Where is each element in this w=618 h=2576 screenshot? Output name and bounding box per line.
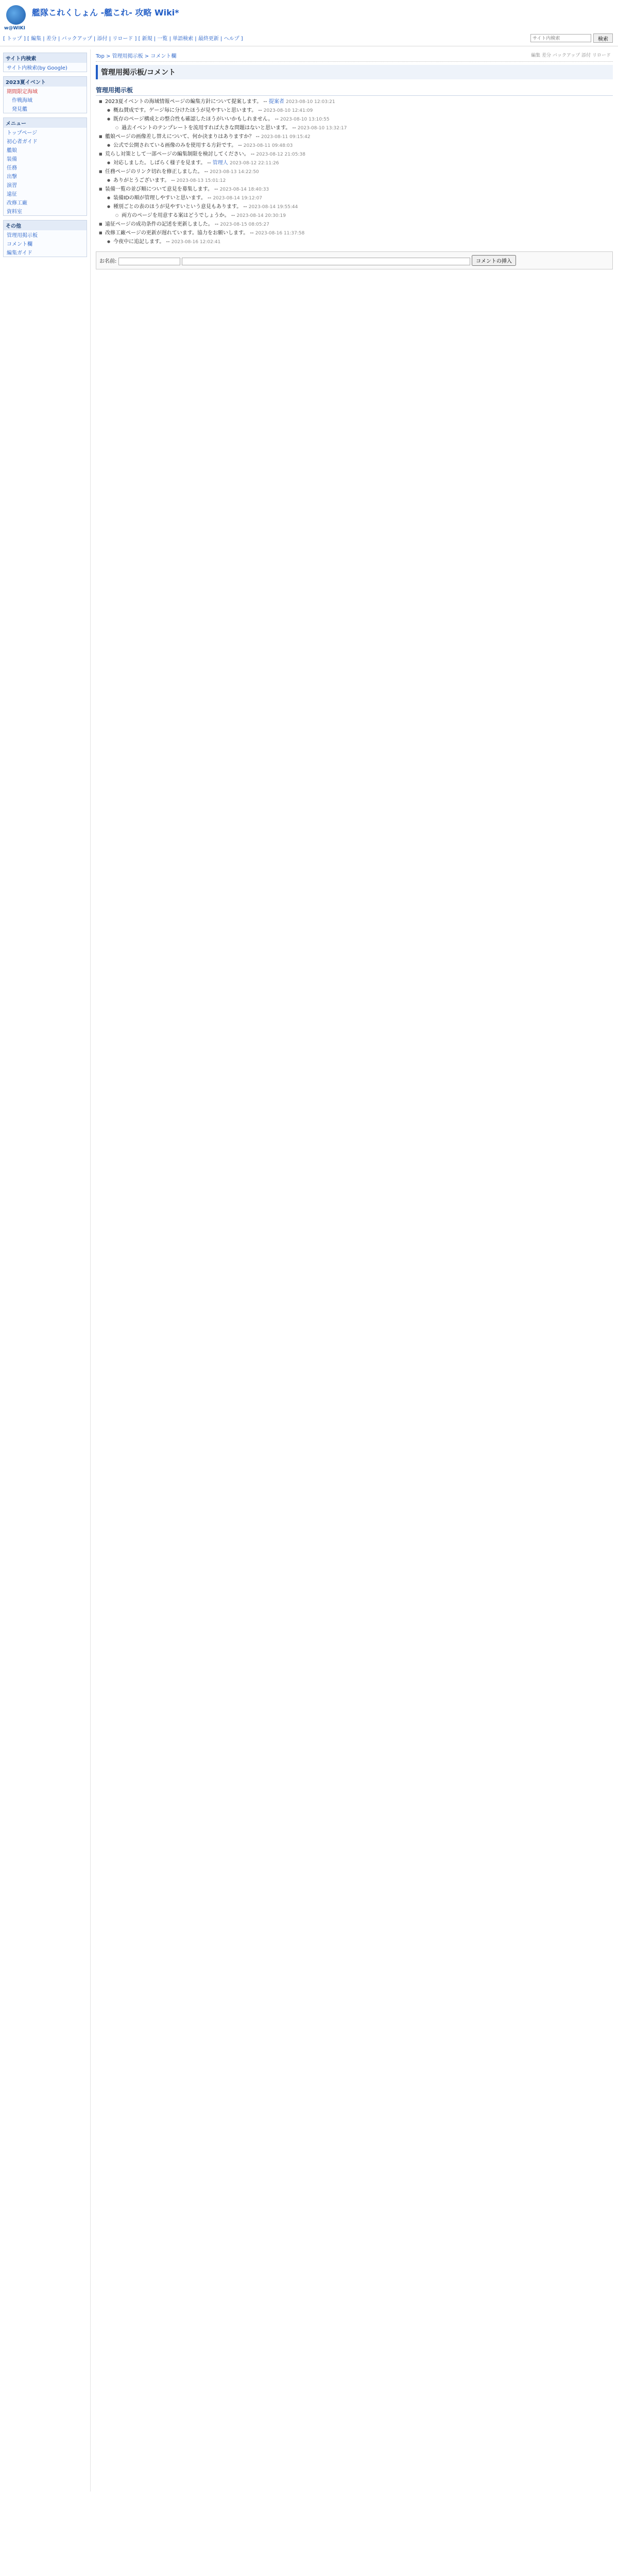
site-logo-icon[interactable]: [6, 5, 26, 25]
name-label: お名前:: [99, 259, 117, 264]
section-heading: 管理用掲示板: [96, 86, 613, 96]
comment-item: ■ 2023夏イベントの海域情報ページの編集方針について提案します。 -- 提案者 2023-08-10 12:03:21: [96, 98, 613, 106]
comment-text: 装備一覧の並び順について意見を募集します。: [105, 187, 213, 192]
sidebar-item[interactable]: 初心者ガイド: [7, 139, 38, 145]
comment-submit-button[interactable]: コメントの挿入: [472, 255, 516, 266]
comment-item: ● 種別ごとの表のほうが見やすいという意見もあります。 -- 2023-08-14 19:55:44: [96, 203, 613, 211]
sidebar-box: [3, 76, 87, 113]
site-title[interactable]: 艦隊これくしょん -艦これ- 攻略 Wiki*: [32, 8, 179, 18]
comment-timestamp: 2023-08-11 09:48:03: [243, 143, 293, 148]
comment-item: ● ありがとうございます。 -- 2023-08-13 15:01:12: [96, 177, 613, 185]
comment-timestamp: 2023-08-16 12:02:41: [171, 240, 221, 245]
comment-item: ■ 荒らし対策として一部ページの編集制限を検討してください。 -- 2023-08-12 21:05:38: [96, 150, 613, 159]
sidebar-item[interactable]: 遠征: [7, 192, 17, 197]
comment-input[interactable]: [182, 258, 470, 265]
comment-timestamp: 2023-08-12 22:11:26: [229, 161, 279, 166]
comment-timestamp: 2023-08-14 20:30:19: [236, 213, 286, 218]
top-navigation[interactable]: [ トップ ] [ 編集 | 差分 | バックアップ | 添付 | リロード ] [ 新規 | 一覧 | 単語検索 | 最終更新 | ヘルプ ]: [3, 36, 243, 42]
comment-timestamp: 2023-08-10 12:41:09: [263, 108, 313, 113]
comment-timestamp: 2023-08-11 09:15:42: [261, 134, 311, 140]
comment-text: 概ね賛成です。ゲージ毎に分けたほうが見やすいと思います。: [113, 108, 257, 113]
sidebar-item[interactable]: 改修工廠: [7, 200, 27, 206]
comment-item: ■ 遠征ページの成功条件の記述を更新しました。 -- 2023-08-15 08:05:27: [96, 221, 613, 229]
sidebar-item[interactable]: コメント欄: [7, 242, 32, 247]
sidebar-item[interactable]: 任務: [7, 165, 17, 171]
comment-text: 艦娘ページの画像差し替えについて、何か決まりはありますか？: [105, 134, 254, 140]
comment-item: ● 今夜中に追記します。 -- 2023-08-16 12:02:41: [96, 238, 613, 246]
name-input[interactable]: [118, 258, 180, 265]
comment-author[interactable]: 管理人: [212, 160, 228, 166]
sidebar-box-heading: メニュー: [4, 118, 87, 128]
site-header: [0, 0, 618, 46]
comment-timestamp: 2023-08-15 08:05:27: [220, 222, 269, 227]
comment-text: 種別ごとの表のほうが見やすいという意見もあります。: [113, 204, 242, 210]
comment-item: ■ 任務ページのリンク切れを修正しました。 -- 2023-08-13 14:22:50: [96, 168, 613, 176]
comment-timestamp: 2023-08-14 18:40:33: [219, 187, 269, 192]
comment-list: [96, 98, 613, 246]
sidebar-item[interactable]: 資料室: [7, 209, 22, 215]
comment-item: ● 既存のページ構成との整合性も確認したほうがいいかもしれません。 -- 2023-08-10 13:10:55: [96, 115, 613, 124]
comment-timestamp: 2023-08-12 21:05:38: [256, 152, 305, 157]
page-title: 管理用掲示板/コメント: [96, 65, 613, 79]
comment-item: ● 公式で公開されている画像のみを使用する方針です。 -- 2023-08-11 09:48:03: [96, 142, 613, 150]
comment-timestamp: 2023-08-10 12:03:21: [286, 99, 335, 105]
comment-item: ● 対応しました。しばらく様子を見ます。 -- 管理人 2023-08-12 22:11:26: [96, 159, 613, 167]
logo-text: w@WIKI: [4, 26, 25, 31]
comment-text: 公式で公開されている画像のみを使用する方針です。: [113, 143, 237, 148]
breadcrumb[interactable]: Top > 管理用掲示板 > コメント欄: [96, 49, 613, 62]
sidebar-box: [3, 220, 87, 257]
sidebar-box-heading: その他: [4, 221, 87, 230]
comment-text: 装備IDの順が管理しやすいと思います。: [113, 195, 206, 201]
sidebar-item[interactable]: 演習: [7, 183, 17, 189]
sidebar-item[interactable]: 管理用掲示板: [7, 233, 38, 239]
comment-timestamp: 2023-08-14 19:12:07: [213, 196, 263, 201]
sidebar-item[interactable]: 装備: [7, 157, 17, 162]
sidebar-box-heading: 2023夏イベント: [4, 77, 87, 87]
sidebar-item[interactable]: 作戦海域: [12, 98, 32, 104]
sidebar-item[interactable]: サイト内検索(by Google): [7, 65, 67, 71]
comment-author[interactable]: 提案者: [268, 99, 284, 105]
comment-timestamp: 2023-08-14 19:55:44: [248, 205, 298, 210]
comment-text: 過去イベントのテンプレートを流用すれば大きな問題はないと思います。: [122, 125, 291, 131]
comment-text: 改修工廠ページの更新が遅れています。協力をお願いします。: [105, 230, 249, 236]
comment-form: [96, 251, 613, 269]
comment-timestamp: 2023-08-13 14:22:50: [210, 170, 259, 175]
comment-item: ■ 改修工廠ページの更新が遅れています。協力をお願いします。 -- 2023-08-16 11:37:58: [96, 229, 613, 238]
comment-text: 任務ページのリンク切れを修正しました。: [105, 169, 203, 175]
sidebar-box-heading: サイト内検索: [4, 53, 87, 63]
page-tools[interactable]: 編集 差分 バックアップ 添付 リロード: [531, 53, 611, 58]
comment-text: 今夜中に追記します。: [113, 239, 165, 245]
comment-item: ● 装備IDの順が管理しやすいと思います。 -- 2023-08-14 19:12:07: [96, 194, 613, 202]
comment-text: 荒らし対策として一部ページの編集制限を検討してください。: [105, 151, 249, 157]
comment-item: ● 概ね賛成です。ゲージ毎に分けたほうが見やすいと思います。 -- 2023-08-10 12:41:09: [96, 107, 613, 115]
comment-item: ○ 過去イベントのテンプレートを流用すれば大きな問題はないと思います。 -- 2023-08-10 13:32:17: [96, 124, 613, 132]
sidebar-item[interactable]: 期間限定海域: [7, 89, 38, 95]
comment-text: 両方のページを用意する案はどうでしょうか。: [122, 213, 230, 218]
comment-item: ■ 艦娘ページの画像差し替えについて、何か決まりはありますか？ -- 2023-08-11 09:15:42: [96, 133, 613, 141]
main-content: [96, 49, 613, 2576]
comment-text: 遠征ページの成功条件の記述を更新しました。: [105, 222, 213, 227]
sidebar-item[interactable]: 編集ガイド: [7, 250, 32, 256]
search-input[interactable]: [530, 34, 591, 42]
comment-text: 既存のページ構成との整合性も確認したほうがいいかもしれません。: [113, 116, 273, 122]
comment-text: ありがとうございます。: [113, 178, 170, 183]
sidebar-item[interactable]: 発見艦: [12, 107, 27, 112]
comment-item: ■ 装備一覧の並び順について意見を募集します。 -- 2023-08-14 18:40:33: [96, 185, 613, 194]
comment-item: ○ 両方のページを用意する案はどうでしょうか。 -- 2023-08-14 20:30:19: [96, 212, 613, 220]
comment-text: 対応しました。しばらく様子を見ます。: [113, 160, 206, 166]
sidebar-box: [3, 117, 87, 216]
comment-timestamp: 2023-08-13 15:01:12: [176, 178, 226, 183]
comment-timestamp: 2023-08-16 11:37:58: [255, 231, 305, 236]
sidebar-item[interactable]: 出撃: [7, 174, 17, 180]
sidebar: [0, 49, 91, 2492]
sidebar-item[interactable]: 艦娘: [7, 148, 17, 154]
comment-timestamp: 2023-08-10 13:10:55: [280, 117, 330, 122]
comment-timestamp: 2023-08-10 13:32:17: [297, 126, 347, 131]
sidebar-item[interactable]: トップページ: [7, 130, 38, 136]
search-button[interactable]: 検索: [593, 33, 613, 43]
comment-text: 2023夏イベントの海域情報ページの編集方針について提案します。: [105, 99, 262, 105]
sidebar-box: [3, 53, 87, 72]
